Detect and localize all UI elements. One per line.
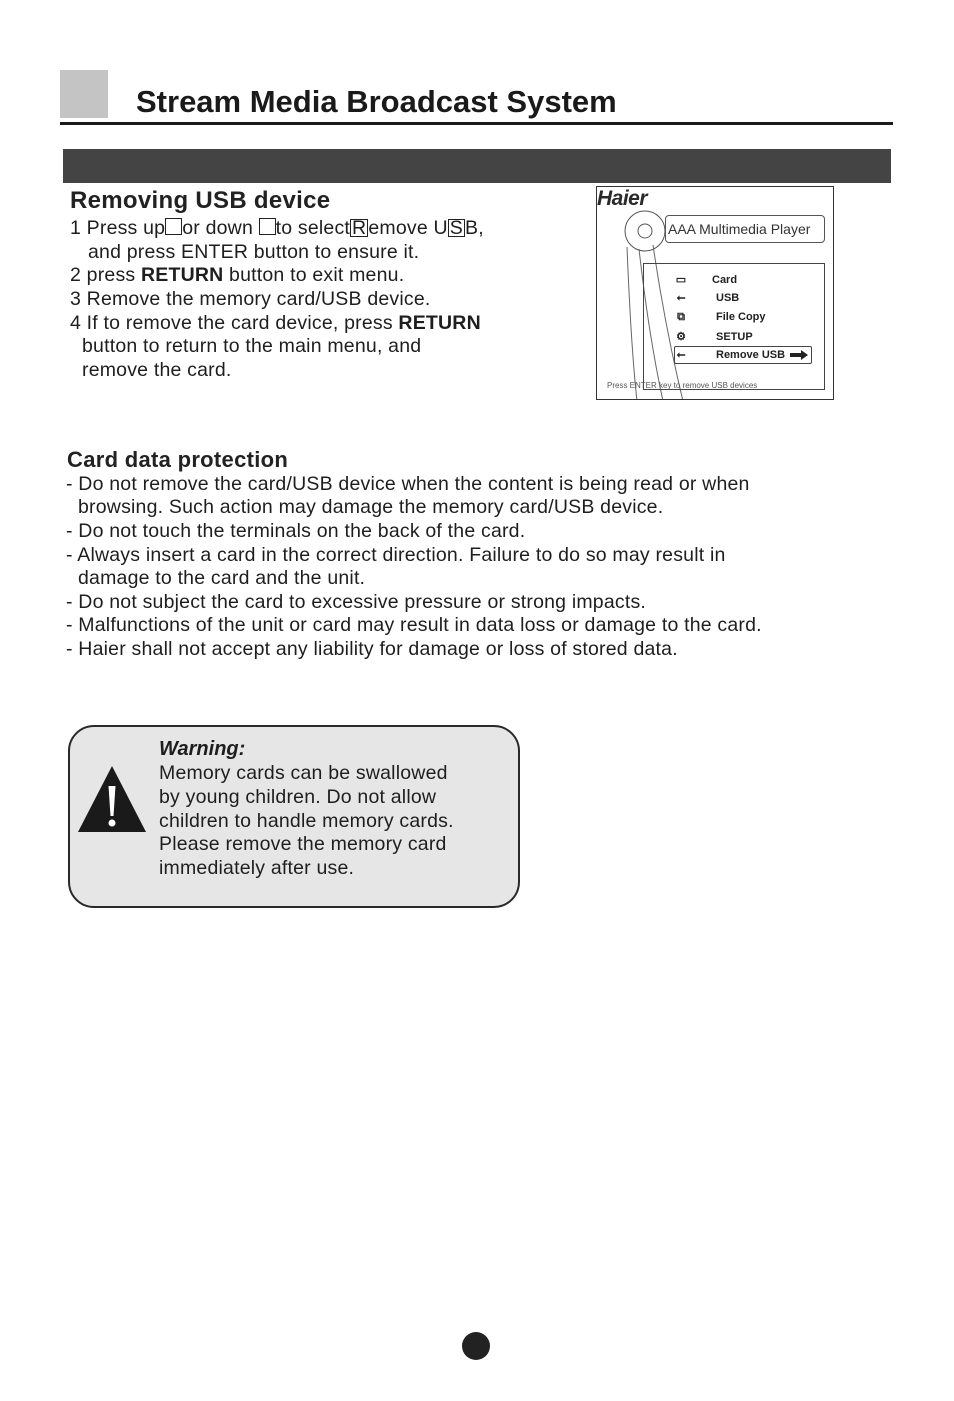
protection-line-8: - Haier shall not accept any liability for damage or loss of stored data. bbox=[66, 638, 678, 660]
step-4: 4 If to remove the card device, press RETURN bbox=[70, 312, 481, 334]
up-arrow-icon bbox=[165, 218, 182, 235]
card-icon: ▭ bbox=[675, 274, 687, 286]
usb-section-heading: Removing USB device bbox=[70, 187, 331, 214]
setup-icon: ⚙ bbox=[676, 331, 686, 343]
step-1-continued: and press ENTER button to ensure it. bbox=[88, 241, 420, 263]
protection-line-5: damage to the card and the unit. bbox=[78, 567, 366, 589]
protection-line-4: - Always insert a card in the correct direction. Failure to do so may result in bbox=[66, 544, 726, 566]
warning-line-1: Memory cards can be swallowed bbox=[159, 762, 448, 784]
step-3: 3 Remove the memory card/USB device. bbox=[70, 288, 431, 310]
protection-line-6: - Do not subject the card to excessive pressure or strong impacts. bbox=[66, 591, 647, 613]
remove-usb-icon: ⭠ bbox=[676, 349, 686, 361]
protection-line-1: - Do not remove the card/USB device when the content is being read or when bbox=[66, 473, 750, 495]
warning-line-2: by young children. Do not allow bbox=[159, 786, 437, 808]
card-section-heading: Card data protection bbox=[67, 447, 289, 472]
warning-line-3: children to handle memory cards. bbox=[159, 810, 454, 832]
warning-title: Warning: bbox=[159, 738, 246, 760]
player-label: AAA Multimedia Player bbox=[668, 221, 811, 237]
protection-line-3: - Do not touch the terminals on the back of the card. bbox=[66, 520, 526, 542]
screen-hint: Press ENTER key to remove USB devices bbox=[607, 381, 758, 390]
step-2: 2 press RETURN button to exit menu. bbox=[70, 264, 405, 286]
arrow-right-icon bbox=[790, 350, 808, 360]
warning-line-4: Please remove the memory card bbox=[159, 833, 447, 855]
header-square bbox=[60, 70, 108, 118]
protection-line-7: - Malfunctions of the unit or card may result in data loss or damage to the card. bbox=[66, 614, 762, 636]
warning-line-5: immediately after use. bbox=[159, 857, 355, 879]
step-4-continued-2: remove the card. bbox=[82, 359, 232, 381]
warning-triangle-icon bbox=[76, 764, 148, 834]
down-arrow-icon bbox=[259, 218, 276, 235]
file-copy-icon: ⧉ bbox=[677, 311, 685, 323]
protection-line-2: browsing. Such action may damage the memory card/USB device. bbox=[78, 496, 664, 518]
step-1: 1 Press up or down to select R emove U S B, bbox=[70, 217, 484, 239]
screen-menu: ▭ Card ⭠ USB ⧉ File Copy ⚙ SETUP ⭠ Remove USB bbox=[643, 263, 825, 390]
player-title-box bbox=[665, 215, 825, 243]
section-bar bbox=[63, 149, 891, 183]
page-number-dot bbox=[462, 1332, 490, 1360]
screen-illustration bbox=[596, 186, 834, 400]
step-4-continued: button to return to the main menu, and bbox=[82, 335, 422, 357]
haier-logo: Haier bbox=[597, 187, 648, 210]
usb-icon: ⭠ bbox=[676, 292, 686, 304]
page-title: Stream Media Broadcast System bbox=[136, 84, 617, 119]
header-rule bbox=[60, 122, 893, 125]
